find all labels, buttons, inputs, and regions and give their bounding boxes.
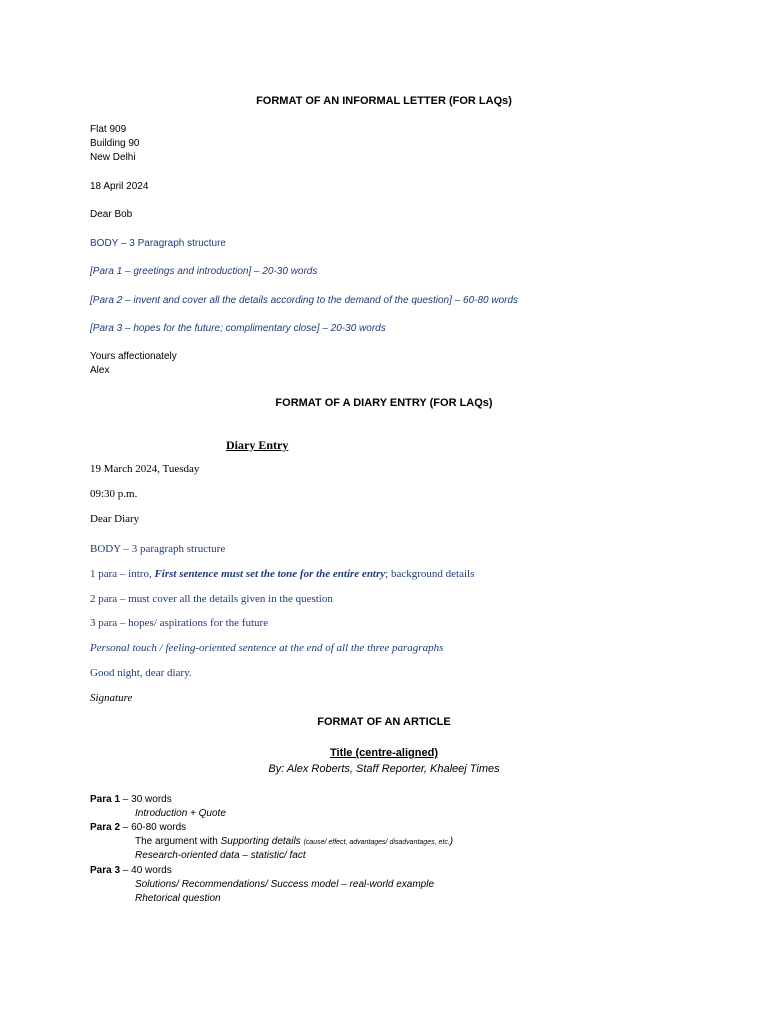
letter-date: 18 April 2024 xyxy=(90,181,149,192)
diary-heading: FORMAT OF A DIARY ENTRY (FOR LAQs) xyxy=(275,397,493,409)
article-para-3-words: – 40 words xyxy=(120,865,172,876)
article-para-3-detail-2: Rhetorical question xyxy=(135,893,221,904)
diary-para-1 xyxy=(90,568,474,580)
diary-personal-touch: Personal touch / feeling-oriented sentence at the end of all the three paragraphs xyxy=(90,642,444,654)
letter-para-3: [Para 3 – hopes for the future; complimentary close] – 20-30 words xyxy=(90,323,386,334)
letter-name: Alex xyxy=(90,365,110,376)
article-heading: FORMAT OF AN ARTICLE xyxy=(317,716,451,728)
diary-para-1-prefix: 1 para – intro, xyxy=(90,568,155,580)
article-para-2 xyxy=(90,822,186,833)
article-byline: By: Alex Roberts, Staff Reporter, Khaleej Times xyxy=(268,763,500,775)
article-para-1-detail: Introduction + Quote xyxy=(135,808,226,819)
article-para-2-detail-1-small: (cause/ effect, advantages/ disadvantages, etc. xyxy=(303,839,450,846)
article-para-2-label: Para 2 xyxy=(90,822,121,833)
diary-para-2: 2 para – must cover all the details given in the question xyxy=(90,593,333,605)
diary-title: Diary Entry xyxy=(226,438,289,452)
article-para-2-detail-1b: Supporting details xyxy=(220,836,304,847)
article-para-2-detail-1-end: ) xyxy=(449,836,454,847)
letter-para-2: [Para 2 – invent and cover all the details according to the demand of the question] – 60-80 words xyxy=(90,295,519,306)
article-para-2-detail-1 xyxy=(135,836,453,847)
letter-heading: FORMAT OF AN INFORMAL LETTER (FOR LAQs) xyxy=(256,95,512,107)
article-title: Title (centre-aligned) xyxy=(330,747,438,759)
diary-para-3: 3 para – hopes/ aspirations for the future xyxy=(90,617,269,629)
address-line-1: Flat 909 xyxy=(90,124,127,135)
letter-body-label: BODY – 3 Paragraph structure xyxy=(90,238,226,249)
diary-goodnight: Good night, dear diary. xyxy=(90,667,192,679)
address-line-3: New Delhi xyxy=(90,152,136,163)
article-para-1-words: – 30 words xyxy=(120,794,172,805)
diary-para-1-suffix: ; background details xyxy=(385,568,475,580)
article-para-3-label: Para 3 xyxy=(90,865,121,876)
letter-closing: Yours affectionately xyxy=(90,351,177,362)
article-para-1-label: Para 1 xyxy=(90,794,121,805)
diary-para-1-emphasis: First sentence must set the tone for the entire entry xyxy=(154,568,386,580)
diary-signature: Signature xyxy=(90,692,133,704)
article-para-3 xyxy=(90,865,172,876)
diary-time: 09:30 p.m. xyxy=(90,488,138,500)
article-para-2-words: – 60-80 words xyxy=(120,822,187,833)
article-para-2-detail-1a: The argument with xyxy=(135,836,221,847)
article-para-2-detail-2: Research-oriented data – statistic/ fact xyxy=(135,850,306,861)
article-para-3-detail-1: Solutions/ Recommendations/ Success model – real-world example xyxy=(135,879,435,890)
diary-date: 19 March 2024, Tuesday xyxy=(90,463,200,475)
article-para-1 xyxy=(90,794,172,805)
letter-para-1: [Para 1 – greetings and introduction] – 20-30 words xyxy=(90,266,318,277)
diary-body-label: BODY – 3 paragraph structure xyxy=(90,543,226,555)
address-line-2: Building 90 xyxy=(90,138,140,149)
letter-salutation: Dear Bob xyxy=(90,209,133,220)
diary-salutation: Dear Diary xyxy=(90,513,140,525)
